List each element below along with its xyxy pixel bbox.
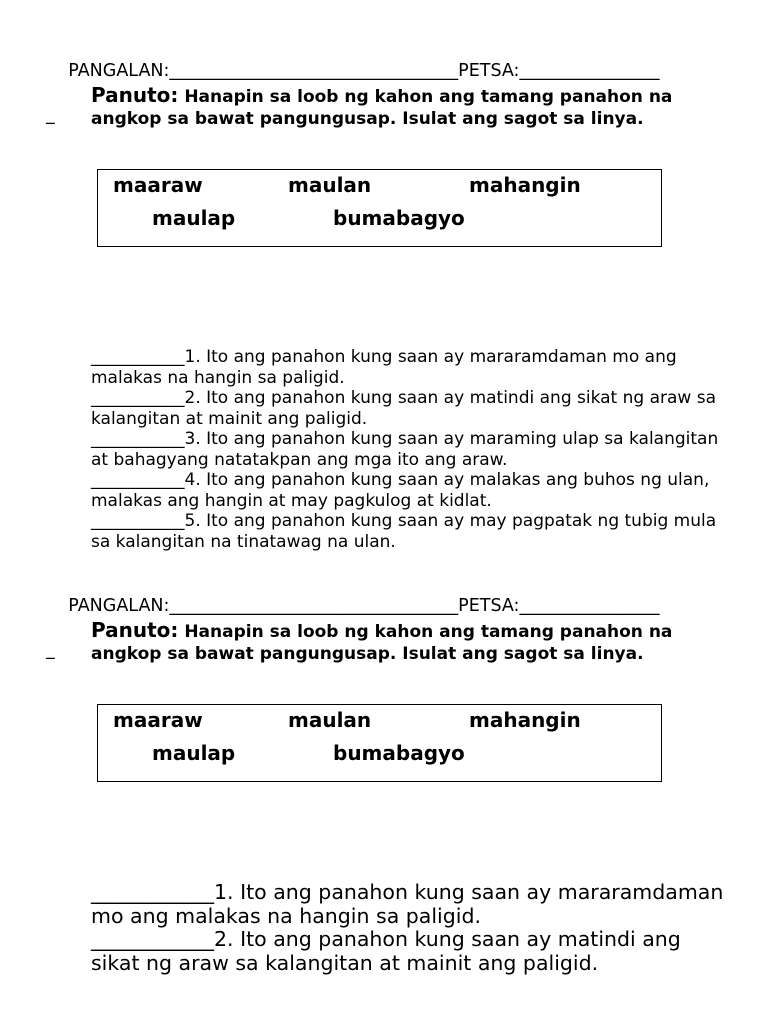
question-item [91, 347, 731, 388]
question-text: 1. Ito ang panahon kung saan ay mararamdaman mo ang malakas na hangin sa paligid. [91, 347, 677, 388]
question-text: 2. Ito ang panahon kung saan ay matindi ang sikat ng araw sa kalangitan at mainit ang paligid. [91, 927, 681, 975]
word-mahangin: mahangin [469, 708, 581, 732]
answer-blank[interactable]: ____________ [91, 927, 214, 951]
instructions-lead: Panuto: [91, 618, 179, 642]
question-text: 4. Ito ang panahon kung saan ay malakas ang buhos ng ulan, malakas ang hangin at may pagkulog at kidlat. [91, 470, 710, 511]
word-maulap: maulap [152, 741, 236, 765]
instructions-lead: Panuto: [91, 83, 179, 107]
header-trailing-underscore: _ [46, 105, 55, 125]
answer-blank[interactable]: ___________ [91, 347, 185, 367]
answer-blank[interactable]: ___________ [91, 388, 185, 408]
instructions-text: Hanapin sa loob ng kahon ang tamang panahon na angkop sa bawat pangungusap. Isulat ang sagot sa linya. [91, 87, 673, 129]
word-bumabagyo: bumabagyo [333, 206, 465, 230]
instructions [91, 84, 731, 130]
instructions-text: Hanapin sa loob ng kahon ang tamang panahon na angkop sa bawat pangungusap. Isulat ang sagot sa linya. [91, 622, 673, 664]
question-list [91, 881, 731, 975]
question-text: 2. Ito ang panahon kung saan ay matindi ang sikat ng araw sa kalangitan at mainit ang paligid. [91, 388, 716, 429]
instructions [91, 619, 731, 665]
question-item [91, 388, 731, 429]
name-date-line: PANGALAN:_________________________________PETSA:________________ [68, 596, 660, 616]
word-mahangin: mahangin [469, 173, 581, 197]
word-box [97, 704, 662, 782]
question-text: 3. Ito ang panahon kung saan ay maraming ulap sa kalangitan at bahagyang natatakpan ang mga ito ang araw. [91, 429, 719, 470]
word-maulap: maulap [152, 206, 236, 230]
word-maulan: maulan [288, 708, 372, 732]
answer-blank[interactable]: ___________ [91, 511, 185, 531]
word-maulan: maulan [288, 173, 372, 197]
word-box [97, 169, 662, 247]
answer-blank[interactable]: ____________ [91, 880, 214, 904]
question-item [91, 881, 731, 928]
name-date-line: PANGALAN:_________________________________PETSA:________________ [68, 61, 660, 81]
question-text: 5. Ito ang panahon kung saan ay may pagpatak ng tubig mula sa kalangitan na tinatawag na ulan. [91, 511, 717, 552]
answer-blank[interactable]: ___________ [91, 429, 185, 449]
question-item [91, 429, 731, 470]
word-maaraw: maaraw [113, 708, 203, 732]
question-item [91, 928, 731, 975]
question-item [91, 470, 731, 511]
header-trailing-underscore: _ [46, 640, 55, 660]
answer-blank[interactable]: ___________ [91, 470, 185, 490]
word-maaraw: maaraw [113, 173, 203, 197]
question-text: 1. Ito ang panahon kung saan ay mararamdaman mo ang malakas na hangin sa paligid. [91, 880, 724, 928]
question-list [91, 347, 731, 552]
word-bumabagyo: bumabagyo [333, 741, 465, 765]
question-item [91, 511, 731, 552]
